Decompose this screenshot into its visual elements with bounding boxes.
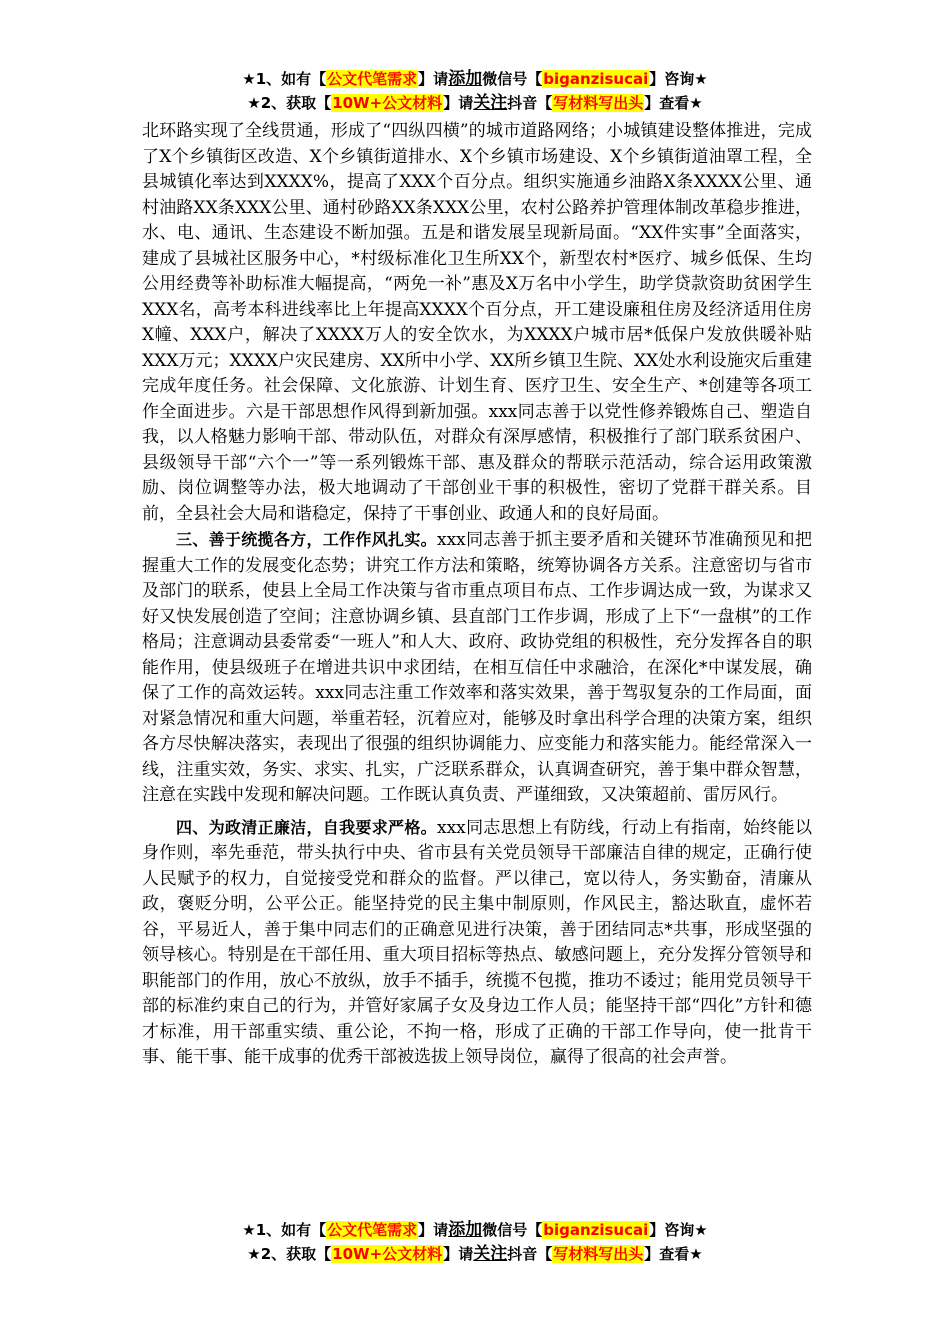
promo-text: 1、如有【 bbox=[255, 1221, 327, 1239]
emphasis-follow: 关注 bbox=[473, 1244, 508, 1264]
promo-text: 】咨询 bbox=[649, 1221, 695, 1239]
promo-line-douyin bbox=[0, 1242, 950, 1266]
promo-text: 微信号【 bbox=[482, 70, 543, 88]
promo-text: 抖音【 bbox=[507, 1245, 553, 1263]
promo-text: 1、如有【 bbox=[255, 70, 327, 88]
promo-text: 抖音【 bbox=[507, 94, 553, 112]
highlight-materials: 10W+公文材料 bbox=[332, 94, 443, 112]
star-icon: ★ bbox=[247, 1245, 261, 1263]
promo-text: 微信号【 bbox=[482, 1221, 543, 1239]
section-heading-four: 四、为政清正廉洁，自我要求严格。 bbox=[176, 817, 437, 837]
promo-text: 】查看 bbox=[644, 94, 690, 112]
promo-banner-bottom bbox=[0, 1218, 950, 1266]
emphasis-follow: 关注 bbox=[473, 93, 508, 113]
highlight-wechat-id: biganzisucai bbox=[543, 70, 649, 88]
star-icon: ★ bbox=[694, 70, 708, 88]
promo-line-douyin bbox=[0, 91, 950, 115]
promo-text: 2、获取【 bbox=[260, 1245, 332, 1263]
emphasis-add: 添加 bbox=[448, 1220, 483, 1240]
highlight-service: 公文代笔需求 bbox=[327, 70, 418, 88]
highlight-materials: 10W+公文材料 bbox=[332, 1245, 443, 1263]
star-icon: ★ bbox=[247, 94, 261, 112]
star-icon: ★ bbox=[242, 1221, 256, 1239]
emphasis-add: 添加 bbox=[448, 69, 483, 89]
paragraph-section-three bbox=[142, 527, 812, 809]
promo-text: 】咨询 bbox=[649, 70, 695, 88]
promo-line-wechat bbox=[0, 67, 950, 91]
paragraph-section-four bbox=[142, 815, 812, 1071]
promo-text: 】请 bbox=[443, 94, 474, 112]
document-body bbox=[142, 119, 812, 1071]
star-icon: ★ bbox=[689, 94, 703, 112]
star-icon: ★ bbox=[694, 1221, 708, 1239]
promo-text: 】请 bbox=[418, 1221, 449, 1239]
star-icon: ★ bbox=[689, 1245, 703, 1263]
highlight-wechat-id: biganzisucai bbox=[543, 1221, 649, 1239]
promo-text: 】查看 bbox=[644, 1245, 690, 1263]
promo-text: 2、获取【 bbox=[260, 94, 332, 112]
section-heading-three: 三、善于统揽各方，工作作风扎实。 bbox=[176, 530, 437, 549]
highlight-service: 公文代笔需求 bbox=[327, 1221, 418, 1239]
highlight-douyin-name: 写材料写出头 bbox=[553, 94, 644, 112]
paragraph-continued: 北环路实现了全线贯通，形成了“四纵四横”的城市道路网络；小城镇建设整体推进，完成了X个乡镇街区改造、X个乡镇街道排水、X个乡镇市场建设、X个乡镇街道油罩工程，全县城镇化率达到XXXX%，提高了XXX个百分点。组织实施通乡油路X条XXXX公里、通村油路XX条XXX公里、通村砂路XX条XXX公里，农村公路养护管理体制改革稳步推进，水、电、通讯、生态建设不断加强。五是和谐发展呈现新局面。“XX件实事”全面落实，建成了县城社区服务中心，*村级标准化卫生所XX个，新型农村*医疗、城乡低保、生均公用经费等补助标准大幅提高，“两免一补”惠及X万名中小学生，助学贷款资助贫困学生XXX名，高考本科进线率比上年提高XXXX个百分点，开工建设廉租住房及经济适用住房X幢、XXX户，解决了XXXX万人的安全饮水，为XXXX户城市居*低保户发放供暖补贴XXX万元；XXXX户灾民建房、XX所中小学、XX所乡镇卫生院、XX处水利设施灾后重建完成年度任务。社会保障、文化旅游、计划生育、医疗卫生、安全生产、*创建等各项工作全面进步。六是干部思想作风得到新加强。xxx同志善于以党性修养锻炼自己、塑造自我，以人格魅力影响干部、带动队伍，对群众有深厚感情，积极推行了部门联系贫困户、县级领导干部“六个一”等一系列锻炼干部、惠及群众的帮联示范活动，综合运用政策激励、岗位调整等办法，极大地调动了干部创业干事的积极性，密切了党群干群关系。目前，全县社会大局和谐稳定，保持了干事创业、政通人和的良好局面。 bbox=[142, 121, 812, 524]
star-icon: ★ bbox=[242, 70, 256, 88]
section-text-four: xxx同志思想上有防线，行动上有指南，始终能以身作则，率先垂范，带头执行中央、省市县有关党员领导干部廉洁自律的规定，正确行使人民赋予的权力，自觉接受党和群众的监督。严以律己，宽以待人，务实勤奋，清廉从政，褒贬分明，公平公正。能坚持党的民主集中制原则，作风民主，豁达耿直，虚怀若谷，平易近人，善于集中同志们的正确意见进行决策，善于团结同志*共事，形成坚强的领导核心。特别是在干部任用、重大项目招标等热点、敏感问题上，充分发挥分管领导和职能部门的作用，放心不放纵，放手不插手，统揽不包揽，推功不诿过；能用党员领导干部的标准约束自己的行为，并管好家属子女及身边工作人员；能坚持干部“四化”方针和德才标准，用干部重实绩、重公论，不拘一格，形成了正确的干部工作导向，使一批肯干事、能干事、能干成事的优秀干部被选拔上领导岗位，赢得了很高的社会声誉。 bbox=[142, 817, 812, 1067]
promo-text: 】请 bbox=[418, 70, 449, 88]
section-text-three: xxx同志善于抓主要矛盾和关键环节准确预见和把握重大工作的发展变化态势；讲究工作方法和策略，统筹协调各方关系。注意密切与省市及部门的联系，使县上全局工作决策与省市重点项目布点、工作步调达成一致，为谋求又好又快发展创造了空间；注意协调乡镇、县直部门工作步调，形成了上下“一盘棋”的工作格局；注意调动县委常委“一班人”和人大、政府、政协党组的积极性，充分发挥各自的职能作用，使县级班子在增进共识中求团结，在相互信任中求融洽，在深化*中谋发展，确保了工作的高效运转。xxx同志注重工作效率和落实效果，善于驾驭复杂的工作局面，面对紧急情况和重大问题，举重若轻，沉着应对，能够及时拿出科学合理的决策方案，组织各方尽快解决落实，表现出了很强的组织协调能力、应变能力和落实能力。能经常深入一线，注重实效，务实、求实、扎实，广泛联系群众，认真调查研究，善于集中群众智慧，注意在实践中发现和解决问题。工作既认真负责、严谨细致，又决策超前、雷厉风行。 bbox=[142, 530, 812, 805]
promo-line-wechat bbox=[0, 1218, 950, 1242]
highlight-douyin-name: 写材料写出头 bbox=[553, 1245, 644, 1263]
promo-banner-top bbox=[0, 67, 950, 115]
promo-text: 】请 bbox=[443, 1245, 474, 1263]
